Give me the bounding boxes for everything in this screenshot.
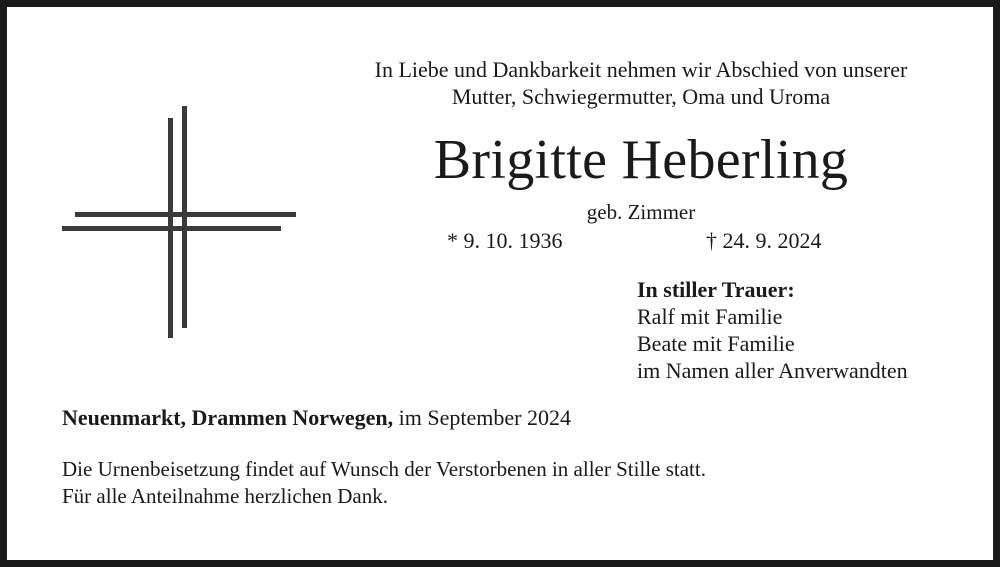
mourner-line: Ralf mit Familie: [637, 304, 783, 329]
cross-icon: [60, 103, 300, 343]
mourners-heading: In stiller Trauer:: [637, 277, 795, 302]
place-names: Neuenmarkt, Drammen Norwegen,: [62, 405, 394, 430]
maiden-name: geb. Zimmer: [586, 200, 696, 224]
notice-date: im September 2024: [393, 405, 571, 430]
mourners-block: [637, 276, 908, 384]
intro-line: In Liebe und Dankbarkeit nehmen wir Abschied von unserer: [374, 57, 908, 82]
mourner-line: Beate mit Familie: [637, 331, 795, 356]
birth-date: * 9. 10. 1936: [447, 228, 563, 253]
thanks-note: Für alle Anteilnahme herzlichen Dank.: [62, 484, 388, 508]
intro-line: Mutter, Schwiegermutter, Oma und Uroma: [451, 84, 831, 109]
death-date: † 24. 9. 2024: [706, 228, 822, 253]
closing-notes: [62, 456, 706, 510]
intro-text: [330, 56, 952, 110]
mourner-line: im Namen aller Anverwandten: [637, 358, 908, 383]
burial-note: Die Urnenbeisetzung findet auf Wunsch der Verstorbenen in aller Stille statt.: [62, 457, 706, 481]
deceased-name: Brigitte Heberling: [433, 129, 849, 191]
place-and-date: [62, 405, 571, 431]
